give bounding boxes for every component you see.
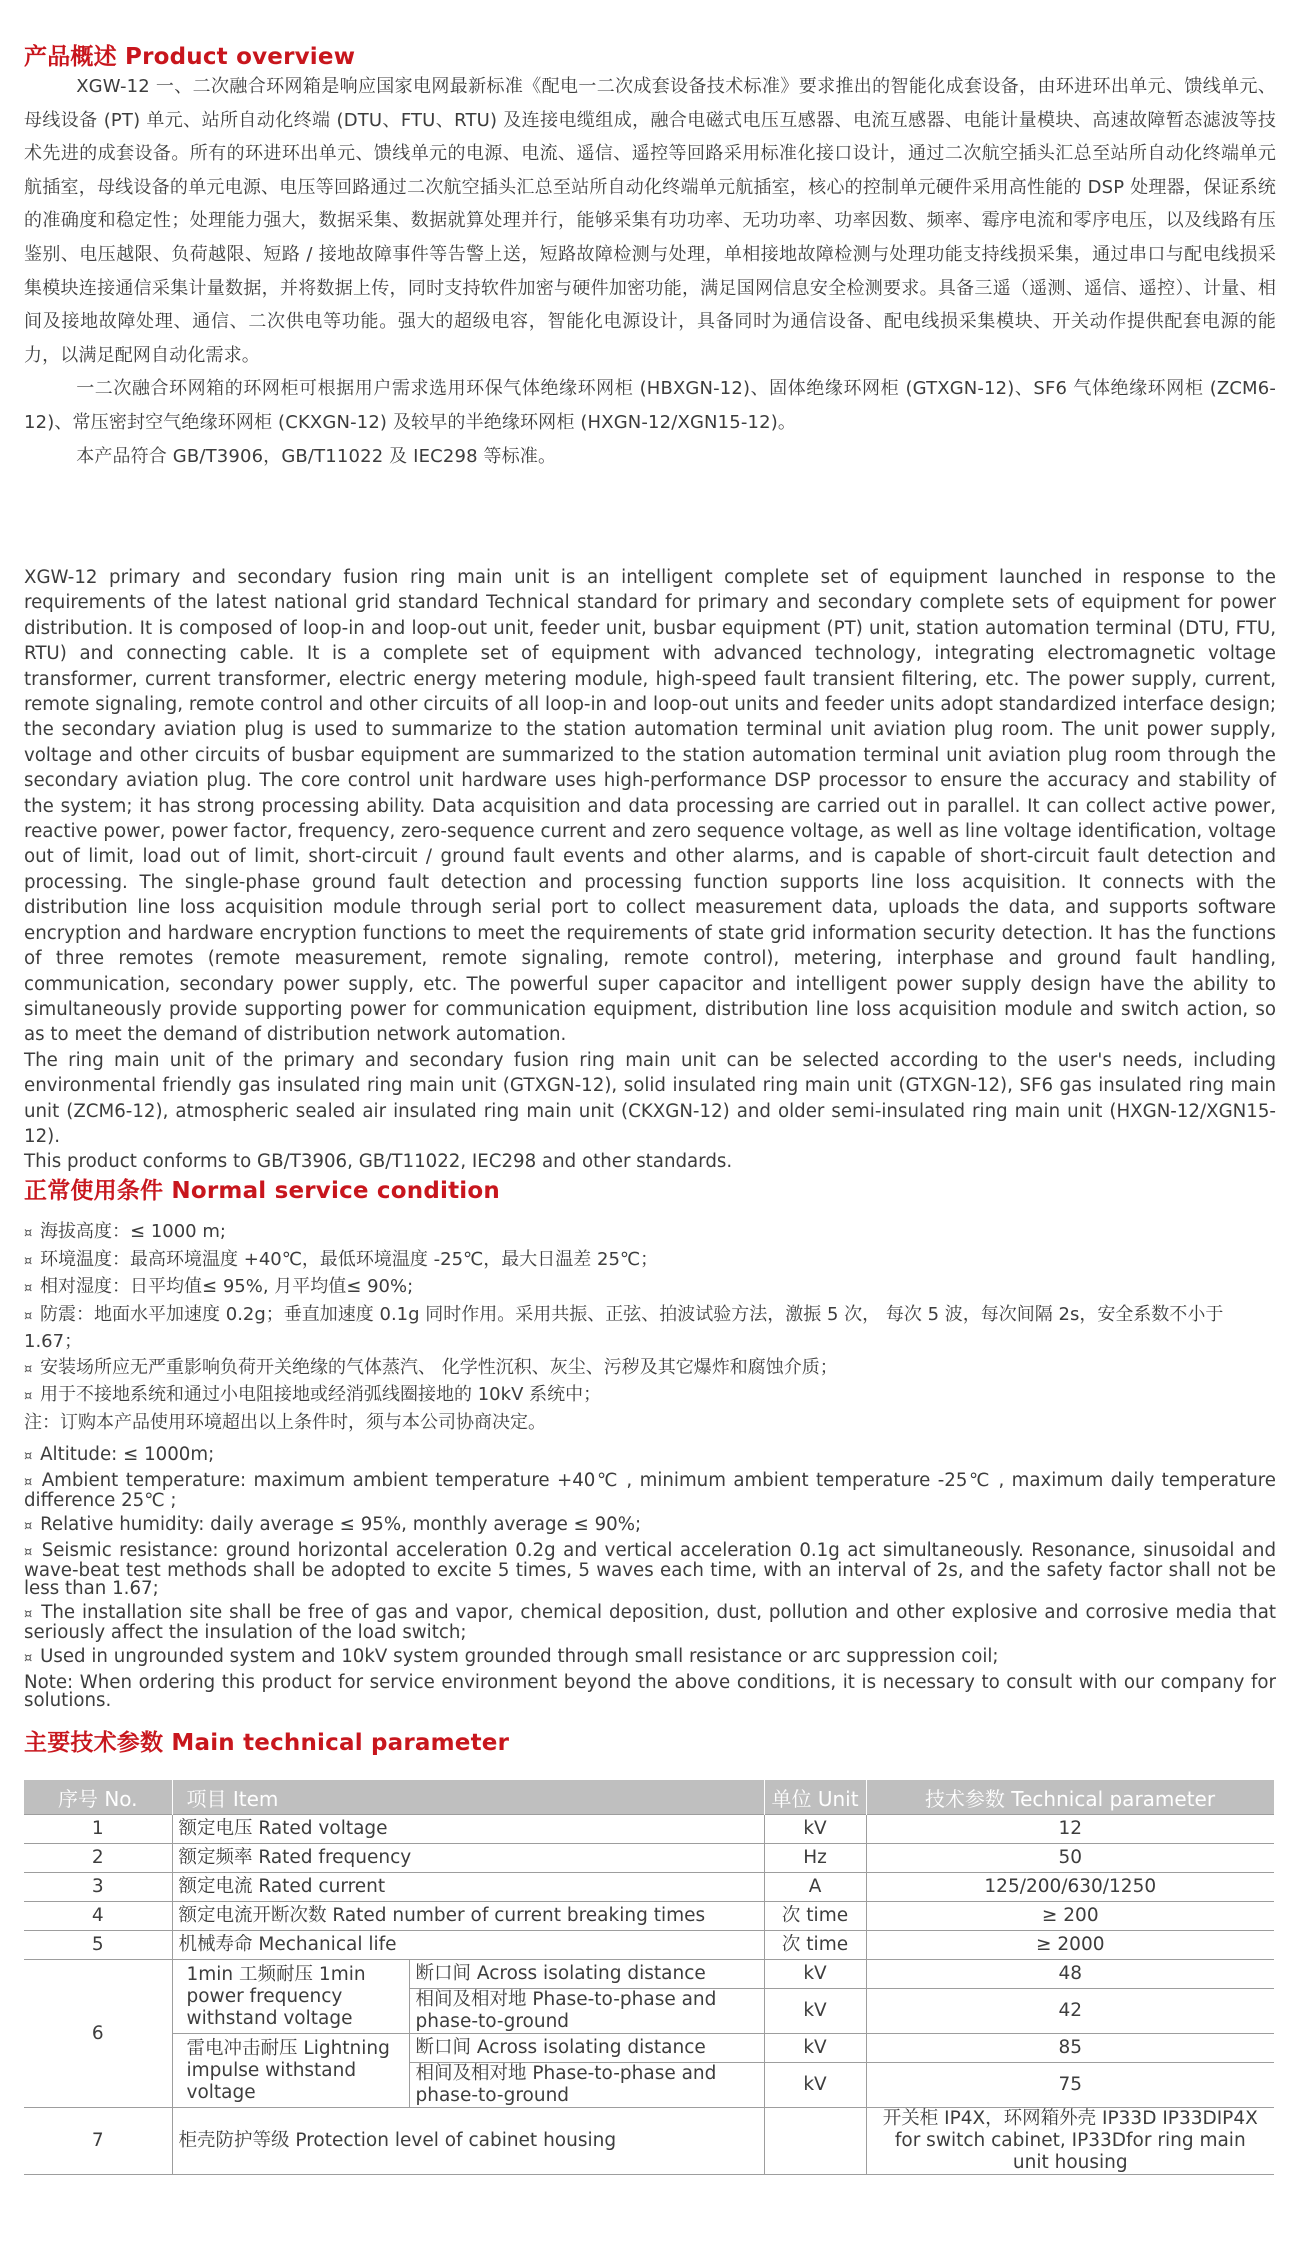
overview-en-body bbox=[24, 565, 1276, 1175]
condition-en-item: ¤ Seismic resistance: ground horizontal acceleration 0.2g and vertical acceleration 0.1g act simultaneously. Resonance, sinusoidal and wave-beat test methods shall be adopted to excite 5 times, 5 waves each time, with an interval of 2s, and the safety factor shall not be less than 1.67; bbox=[24, 1540, 1276, 1599]
condition-zh-item: ¤ 防震：地面水平加速度 0.2g；垂直加速度 0.1g 同时作用。采用共振、正弦、拍波试验方法，激振 5 次， 每次 5 波，每次间隔 2s，安全系数不小于 1.67； bbox=[24, 1303, 1224, 1352]
bullet-icon: ¤ bbox=[24, 1651, 33, 1666]
table-row: 6 1min 工频耐压 1min power frequency withstand voltage 断口间 Across isolating distance kV 48 bbox=[24, 1960, 1274, 1989]
table-row: 1 额定电压 Rated voltage kV 12 bbox=[24, 1815, 1274, 1844]
header-unit: 单位 Unit bbox=[764, 1780, 866, 1815]
table-row: 雷电冲击耐压 Lightning impulse withstand voltage 断口间 Across isolating distance kV 85 bbox=[24, 2034, 1274, 2063]
overview-zh-paragraph: XGW-12 一、二次融合环网箱是响应国家电网最新标准《配电一二次成套设备技术标准》要求推出的智能化成套设备，由环进环出单元、馈线单元、母线设备 (PT) 单元、站所自动化终端 (DTU、FTU、RTU) 及连接电缆组成，融合电磁式电压互感器、电流互感器、电能计量模块、高速故障暂态滤波等技术先进的成套设备。所有的环进环出单元、馈线单元的电源、电流、遥信、遥控等回路采用标准化接口设计，通过二次航空插头汇总至站所自动化终端单元航插室，母线设备的单元电源、电压等回路通过二次航空插头汇总至站所自动化终端单元航插室，核心的控制单元硬件采用高性能的 DSP 处理器，保证系统的准确度和稳定性；处理能力强大，数据采集、数据就算处理并行，能够采集有功功率、无功功率、功率因数、频率、霉序电流和零序电压，以及线路有压鉴别、电压越限、负荷越限、短路 / 接地故障事件等告警上送，短路故障检测与处理，单相接地故障检测与处理功能支持线损采集，通过串口与配电线损采集模块连接通信采集计量数据，并将数据上传，同时支持软件加密与硬件加密功能，满足国网信息安全检测要求。具备三遥（遥测、遥信、遥控）、计量、相间及接地故障处理、通信、二次供电等功能。强大的超级电容，智能化电源设计，具备同时为通信设备、配电线损采集模块、开关动作提供配套电源的能力，以满足配网自动化需求。 bbox=[24, 76, 1276, 366]
condition-en-item: ¤ Ambient temperature: maximum ambient temperature +40℃ , minimum ambient temperature -25℃ , maximum daily temperature difference 25℃ ; bbox=[24, 1470, 1276, 1511]
overview-en-paragraph: This product conforms to GB/T3906, GB/T11022, IEC298 and other standards. bbox=[24, 1151, 733, 1173]
bullet-icon: ¤ bbox=[24, 1519, 33, 1534]
overview-en-paragraph: XGW-12 primary and secondary fusion ring main unit is an intelligent complete set of equipment launched in response to the requirements of the latest national grid standard Technical standard for primary and secondary complete sets of equipment for power distribution. It is composed of loop-in and loop-out unit, feeder unit, busbar equipment (PT) unit, station automation terminal (DTU, FTU, RTU) and connecting cable. It is a complete set of equipment with advanced technology, integrating electromagnetic voltage transformer, current transformer, electric energy metering module, high-speed fault transient filtering, etc. The power supply, current, remote signaling, remote control and other circuits of all loop-in and loop-out units and feeder units adopt standardized interface design; the secondary aviation plug is used to summarize to the station automation terminal unit aviation plug room. The unit power supply, voltage and other circuits of busbar equipment are summarized to the station automation terminal unit aviation plug room through the secondary aviation plug. The core control unit hardware uses high-performance DSP processor to ensure the accuracy and stability of the system; it has strong processing ability. Data acquisition and data processing are carried out in parallel. It can collect active power, reactive power, power factor, frequency, zero-sequence current and zero sequence voltage, as well as line voltage identification, voltage out of limit, load out of limit, short-circuit / ground fault events and other alarms, and is capable of short-circuit fault detection and processing. The single-phase ground fault detection and processing function supports line loss acquisition. It connects with the distribution line loss acquisition module through serial port to collect measurement data, uploads the data, and supports software encryption and hardware encryption functions to meet the requirements of state grid information security detection. It has the functions of three remotes (remote measurement, remote signaling, remote control), metering, interphase and ground fault handling, communication, secondary power supply, etc. The powerful super capacitor and intelligent power supply design have the ability to simultaneously provide supporting power for communication equipment, distribution line loss acquisition module and switch action, so as to meet the demand of distribution network automation. bbox=[24, 567, 1276, 1046]
condition-en-item: ¤ Used in ungrounded system and 10kV system grounded through small resistance or arc suppression coil; bbox=[24, 1646, 999, 1667]
table-row: 7 柜壳防护等级 Protection level of cabinet housing 开关柜 IP4X，环网箱外壳 IP33D IP33DIP4X for switch cabinet, IP33Dfor ring main unit housing bbox=[24, 2108, 1274, 2175]
table-row: 相间及相对地 Phase-to-phase and phase-to-ground kV 75 bbox=[24, 2063, 1274, 2108]
overview-zh-paragraph: 一二次融合环网箱的环网柜可根据用户需求选用环保气体绝缘环网柜 (HBXGN-12)、固体绝缘环网柜 (GTXGN-12)、SF6 气体绝缘环网柜 (ZCM6-12)、常压密封空气绝缘环网柜 (CKXGN-12) 及较早的半绝缘环网柜 (HXGN-12/XGN15-12)。 bbox=[24, 378, 1276, 433]
overview-en-paragraph: The ring main unit of the primary and secondary fusion ring main unit can be selected according to the user's needs, including environmental friendly gas insulated ring main unit (GTXGN-12), solid insulated ring main unit (GTXGN-12), SF6 gas insulated ring main unit (ZCM6-12), atmospheric sealed air insulated ring main unit (CKXGN-12) and older semi-insulated ring main unit (HXGN-12/XGN15-12). bbox=[24, 1049, 1276, 1147]
bullet-icon: ¤ bbox=[24, 1253, 33, 1269]
params-table bbox=[24, 1780, 1275, 2175]
condition-en-item: ¤ Altitude: ≤ 1000m; bbox=[24, 1444, 215, 1465]
bullet-icon: ¤ bbox=[24, 1226, 33, 1241]
condition-zh-item: ¤ 安装场所应无严重影响负荷开关绝缘的气体蒸汽、 化学性沉积、灰尘、污秽及其它爆炸和腐蚀介质； bbox=[24, 1356, 838, 1378]
bullet-icon: ¤ bbox=[24, 1449, 33, 1464]
condition-zh-item: ¤ 相对湿度：日平均值≤ 95%, 月平均值≤ 90%; bbox=[24, 1276, 414, 1297]
header-value: 技术参数 Technical parameter bbox=[866, 1780, 1274, 1815]
condition-zh-note: 注：订购本产品使用环境超出以上条件时，须与本公司协商决定。 bbox=[24, 1411, 546, 1433]
params-title: 主要技术参数 Main technical parameter bbox=[24, 1730, 510, 1756]
bullet-icon: ¤ bbox=[24, 1361, 33, 1377]
header-no: 序号 No. bbox=[24, 1780, 172, 1815]
conditions-title: 正常使用条件 Normal service condition bbox=[24, 1178, 500, 1204]
bullet-icon: ¤ bbox=[24, 1545, 33, 1560]
table-row: 5 机械寿命 Mechanical life 次 time ≥ 2000 bbox=[24, 1931, 1274, 1960]
overview-title: 产品概述 Product overview bbox=[24, 44, 356, 70]
condition-en-item: ¤ The installation site shall be free of gas and vapor, chemical deposition, dust, pollution and other explosive and corrosive media that seriously affect the insulation of the load switch; bbox=[24, 1602, 1276, 1643]
overview-zh-body bbox=[24, 70, 1276, 473]
header-item: 项目 Item bbox=[172, 1780, 764, 1815]
conditions-en-list bbox=[24, 1446, 1276, 1716]
bullet-icon: ¤ bbox=[24, 1607, 33, 1622]
bullet-icon: ¤ bbox=[24, 1389, 33, 1404]
condition-zh-item: ¤ 环境温度：最高环境温度 +40℃，最低环境温度 -25℃，最大日温差 25℃； bbox=[24, 1248, 659, 1270]
bullet-icon: ¤ bbox=[24, 1308, 33, 1324]
bullet-icon: ¤ bbox=[24, 1475, 33, 1490]
overview-zh-paragraph: 本产品符合 GB/T3906，GB/T11022 及 IEC298 等标准。 bbox=[76, 445, 557, 467]
bullet-icon: ¤ bbox=[24, 1281, 33, 1296]
table-row: 3 额定电流 Rated current A 125/200/630/1250 bbox=[24, 1873, 1274, 1902]
conditions-zh-list bbox=[24, 1219, 1276, 1435]
table-header-row bbox=[24, 1780, 1274, 1815]
table-row: 相间及相对地 Phase-to-phase and phase-to-ground kV 42 bbox=[24, 1989, 1274, 2034]
condition-zh-item: ¤ 用于不接地系统和通过小电阻接地或经消弧线圈接地的 10kV 系统中； bbox=[24, 1384, 602, 1405]
condition-en-item: ¤ Relative humidity: daily average ≤ 95%, monthly average ≤ 90%; bbox=[24, 1514, 642, 1535]
table-row: 2 额定频率 Rated frequency Hz 50 bbox=[24, 1844, 1274, 1873]
condition-zh-item: ¤ 海拔高度：≤ 1000 m; bbox=[24, 1221, 226, 1242]
condition-en-note: Note: When ordering this product for service environment beyond the above conditions, it is necessary to consult with our company for solutions. bbox=[24, 1672, 1276, 1711]
table-row: 4 额定电流开断次数 Rated number of current breaking times 次 time ≥ 200 bbox=[24, 1902, 1274, 1931]
